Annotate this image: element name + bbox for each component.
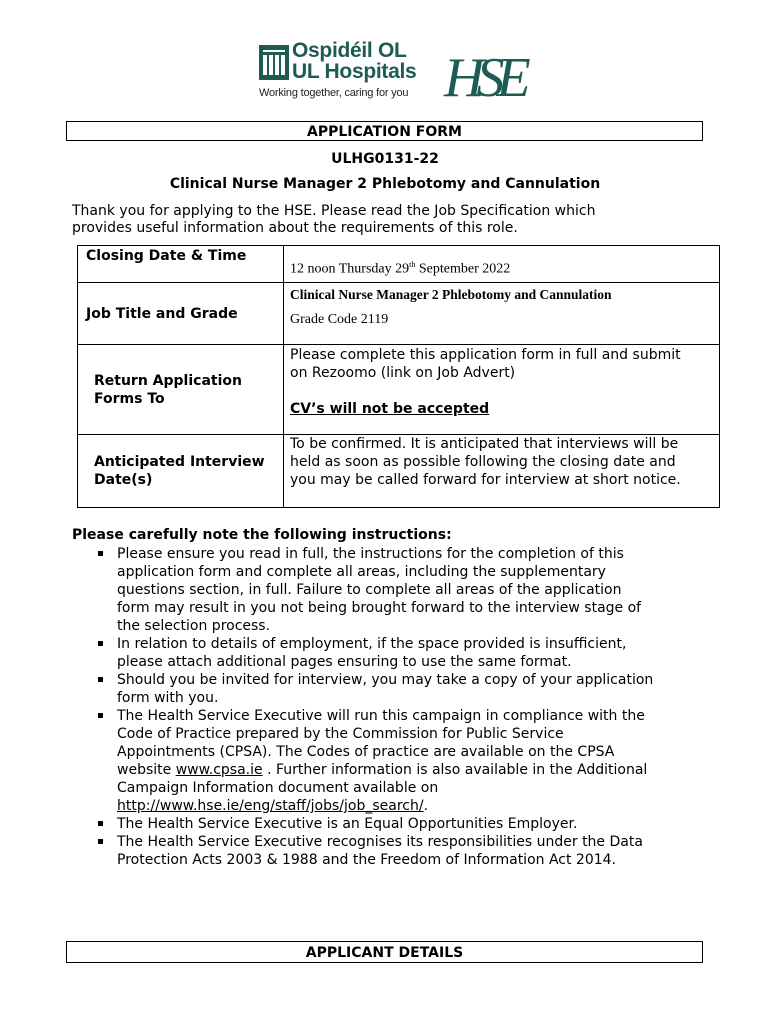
closing-date-value: 12 noon Thursday 29th September 2022 bbox=[284, 246, 720, 283]
applicant-details-heading: APPLICANT DETAILS bbox=[66, 941, 703, 963]
return-forms-label: Return Application Forms To bbox=[94, 372, 242, 407]
logo-tagline: Working together, caring for you bbox=[259, 87, 409, 99]
bullet-icon bbox=[98, 821, 103, 826]
list-item: The Health Service Executive is an Equal Opportunities Employer. bbox=[72, 815, 702, 833]
instructions-list bbox=[72, 545, 702, 869]
bullet-icon bbox=[98, 677, 103, 682]
job-title-grade-label: Job Title and Grade bbox=[86, 305, 238, 322]
application-form-heading: APPLICATION FORM bbox=[66, 121, 703, 141]
grade-code-value: Grade Code 2119 bbox=[290, 312, 389, 327]
building-icon bbox=[259, 45, 289, 80]
list-item: In relation to details of employment, if the space provided is insufficient, please attach additional pages ensuring to use the same format. bbox=[72, 635, 702, 671]
table-row: Return Application Forms To Please complete this application form in full and submit on Rezoomo (link on Job Advert) CV’s will not be accepted bbox=[78, 345, 720, 435]
table-row bbox=[78, 246, 720, 283]
bullet-icon bbox=[98, 551, 103, 556]
bullet-icon bbox=[98, 839, 103, 844]
job-title-value: Clinical Nurse Manager 2 Phlebotomy and Cannulation bbox=[290, 287, 612, 302]
list-item: The Health Service Executive recognises its responsibilities under the Data Protection Acts 2003 & 1988 and the Freedom of Information Act 2014. bbox=[72, 833, 702, 869]
hse-jobs-link[interactable]: http://www.hse.ie/eng/staff/jobs/job_search/ bbox=[117, 798, 424, 814]
instructions-title: Please carefully note the following instructions: bbox=[72, 527, 452, 543]
hse-logo bbox=[442, 44, 523, 109]
closing-date-label: Closing Date & Time bbox=[86, 248, 247, 264]
cv-not-accepted-note: CV’s will not be accepted bbox=[290, 401, 490, 417]
list-item: Should you be invited for interview, you may take a copy of your application form with you. bbox=[72, 671, 702, 707]
bullet-icon bbox=[98, 713, 103, 718]
header-logos bbox=[256, 39, 526, 109]
job-info-table bbox=[77, 245, 720, 508]
job-title-heading: Clinical Nurse Manager 2 Phlebotomy and Cannulation bbox=[169, 176, 601, 192]
svg-text:HSE: HSE bbox=[444, 47, 523, 109]
logo-line2: UL Hospitals bbox=[292, 60, 417, 83]
job-reference: ULHG0131-22 bbox=[331, 151, 439, 167]
ul-hospitals-logo bbox=[292, 40, 416, 82]
intro-text: Thank you for applying to the HSE. Please read the Job Specification which provides useful information about the requirements of this role. bbox=[72, 203, 596, 236]
cpsa-link[interactable]: www.cpsa.ie bbox=[175, 762, 263, 778]
table-row: Anticipated Interview Date(s) To be confirmed. It is anticipated that interviews will be held as soon as possible following the closing date and you may be called forward for interview at short notice. bbox=[78, 435, 720, 508]
interview-date-label: Anticipated Interview Date(s) bbox=[94, 454, 265, 488]
table-row bbox=[78, 283, 720, 345]
list-item: Please ensure you read in full, the instructions for the completion of this application form and complete all areas, including the supplementary questions section, in full. Failure to complete all areas of the application form may result in you not being brought forward to the interview stage of the selection process. bbox=[72, 545, 702, 635]
list-item: The Health Service Executive will run this campaign in compliance with the Code of Practice prepared by the Commission for Public Service Appointments (CPSA). The Codes of practice are available on the CPSA website www.cpsa.ie . Further information is also available in the Additional Campaign Information document available on http://www.hse.ie/eng/staff/jobs/job_search/. bbox=[72, 707, 702, 815]
logo-line1: Ospidéil OL bbox=[292, 39, 407, 62]
bullet-icon bbox=[98, 641, 103, 646]
